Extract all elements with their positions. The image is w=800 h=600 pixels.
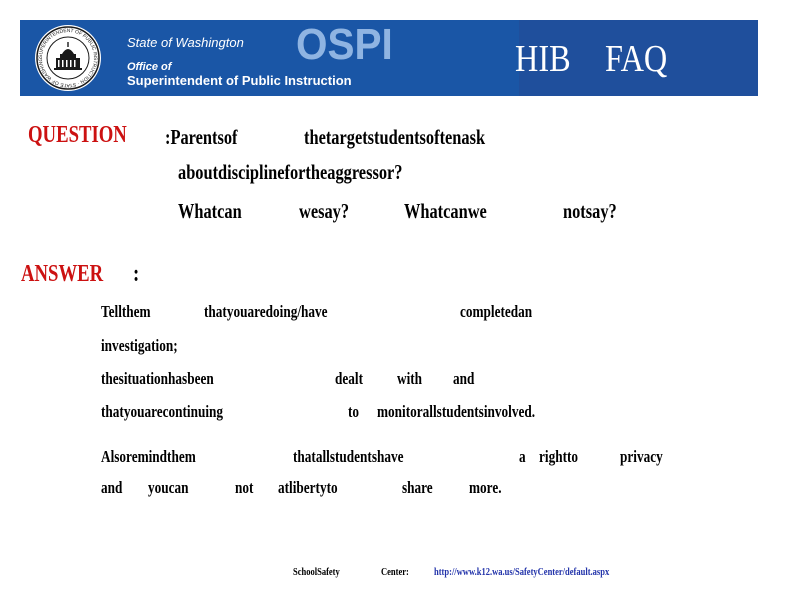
answer-word: more. — [469, 478, 502, 497]
answer-word: a — [519, 447, 526, 466]
footer-label-school-safety: SchoolSafety — [293, 567, 340, 578]
answer-word: with — [397, 369, 423, 388]
answer-word: rightto — [539, 447, 579, 466]
question-word: Whatcanwe — [404, 199, 487, 223]
answer-word: investigation; — [101, 336, 178, 355]
answer-word: monitorallstudentsinvolved. — [377, 402, 536, 421]
answer-label: ANSWER — [21, 261, 104, 287]
answer-colon: : — [133, 261, 140, 287]
answer-word: thatyouarecontinuing — [101, 402, 224, 421]
svg-text:SUPERINTENDENT OF PUBLIC INSTR: SUPERINTENDENT OF PUBLIC INSTRUCTION · STATE OF WASHING — [37, 27, 99, 89]
superintendent-text: Superintendent of Public Instruction — [127, 73, 352, 88]
footer-label-center: Center: — [381, 567, 409, 578]
answer-word: thatyouaredoing/have — [204, 302, 328, 321]
answer-word: share — [402, 478, 433, 497]
answer-word: privacy — [620, 447, 663, 466]
hib-title: HIB — [515, 38, 571, 80]
answer-word: thesituationhasbeen — [101, 369, 214, 388]
ospi-seal-logo — [34, 24, 102, 92]
answer-word: Alsoremindthem — [101, 447, 196, 466]
answer-word: and — [101, 478, 123, 497]
question-word: notsay? — [563, 199, 617, 223]
ospi-brand: OSPI — [296, 20, 393, 69]
state-of-washington-text: State of Washington — [127, 35, 244, 50]
question-word: aboutdisciplinefortheaggressor? — [178, 160, 403, 184]
faq-title: FAQ — [605, 38, 668, 80]
answer-word: completedan — [460, 302, 533, 321]
answer-word: not — [235, 478, 254, 497]
office-of-text: Office of — [127, 61, 172, 73]
question-word: Whatcan — [178, 199, 242, 223]
answer-word: to — [348, 402, 360, 421]
answer-word: dealt — [335, 369, 363, 388]
answer-word: atlibertyto — [278, 478, 338, 497]
answer-word: Tellthem — [101, 302, 151, 321]
question-word: thetargetstudentsoftenask — [304, 125, 486, 149]
question-word: wesay? — [299, 199, 350, 223]
question-label: QUESTION — [28, 122, 127, 148]
header-banner — [20, 20, 758, 96]
answer-word: thatallstudentshave — [293, 447, 404, 466]
safety-center-link[interactable]: http://www.k12.wa.us/SafetyCenter/default.aspx — [434, 567, 610, 578]
question-word: :Parentsof — [165, 125, 238, 149]
answer-word: and — [453, 369, 475, 388]
answer-word: youcan — [148, 478, 189, 497]
